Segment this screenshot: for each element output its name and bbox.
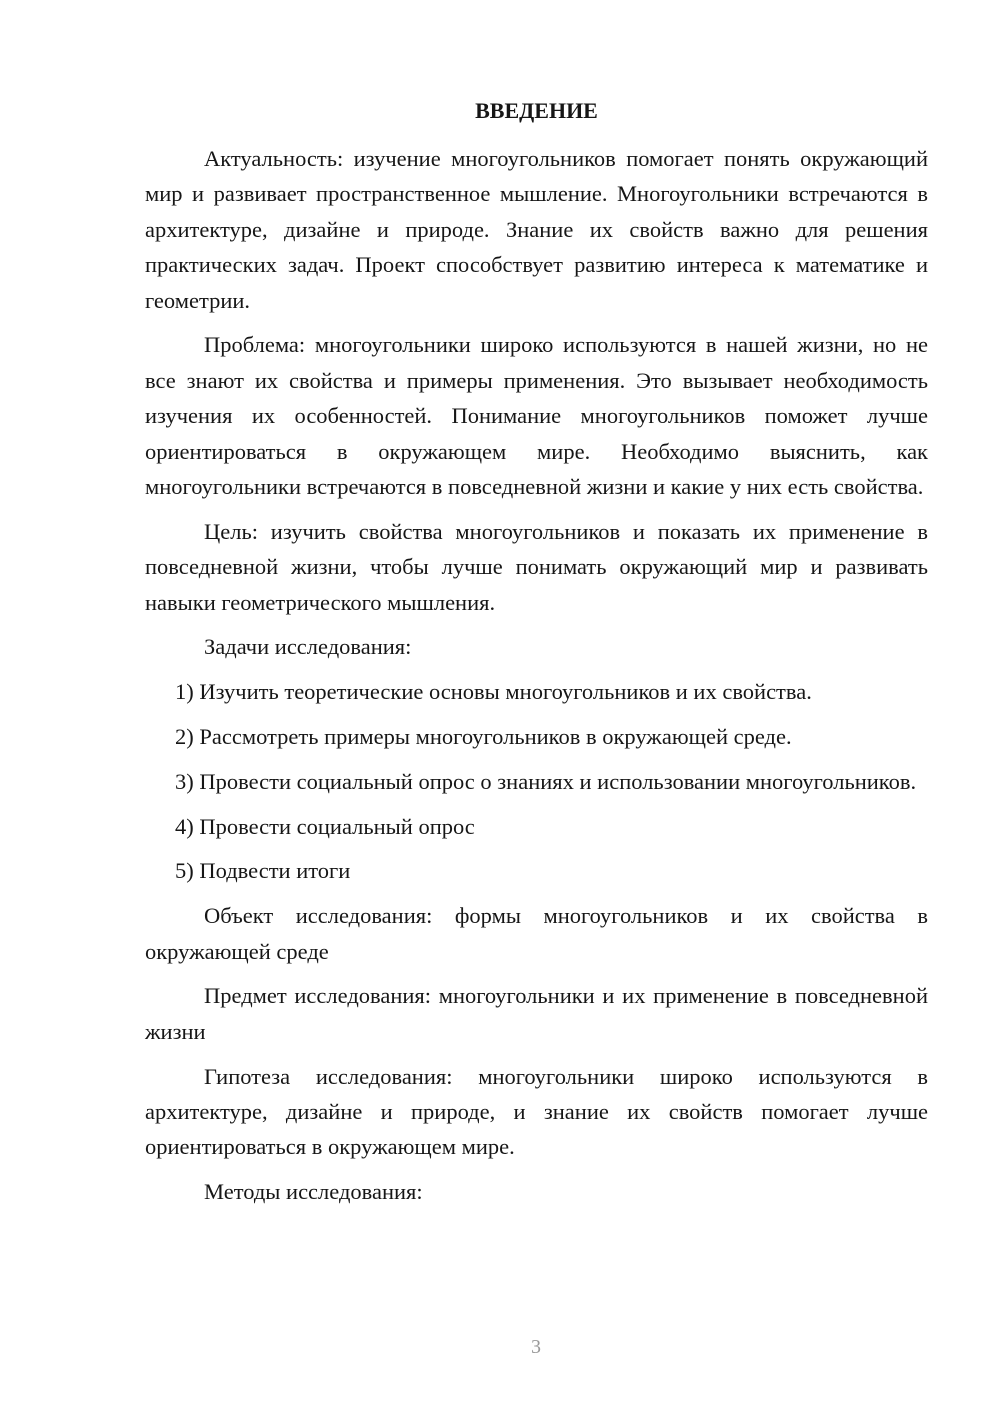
task-item: 4) Провести социальный опрос <box>175 813 475 839</box>
methods-heading: Методы исследования: <box>204 1179 423 1205</box>
page-number: 3 <box>531 1336 541 1358</box>
task-item: 5) Подвести итоги <box>175 858 351 884</box>
problem-paragraph: Проблема: многоугольники широко используются в нашей жизни, но не все знают их свойства и примеры применения. Это вызывает необходимость изучения их особенностей. Понимание многоугольников поможет лучше ориентироваться в окружающем мире. Необходимо выяснить, как многоугольники встречаются в повседневной жизни и какие у них есть свойства. <box>145 332 928 500</box>
section-heading: ВВЕДЕНИЕ <box>475 98 598 123</box>
task-item: 2) Рассмотреть примеры многоугольников в окружающей среде. <box>175 724 792 750</box>
task-item: 3) Провести социальный опрос о знаниях и использовании многоугольников. <box>175 768 917 794</box>
relevance-paragraph: Актуальность: изучение многоугольников помогает понять окружающий мир и развивает пространственное мышление. Многоугольники встречаются в архитектуре, дизайне и природе. Знание их свойств важно для решения практических задач. Проект способствует развитию интереса к математике и геометрии. <box>145 146 928 313</box>
object-paragraph: Объект исследования: формы многоугольников и их свойства в окружающей среде <box>145 903 928 964</box>
hypothesis-paragraph: Гипотеза исследования: многоугольники широко используются в архитектуре, дизайне и природе, и знание их свойств помогает лучше ориентироваться в окружающем мире. <box>145 1063 928 1160</box>
goal-paragraph: Цель: изучить свойства многоугольников и показать их применение в повседневной жизни, чтобы лучше понимать окружающий мир и развивать навыки геометрического мышления. <box>145 518 928 615</box>
subject-paragraph: Предмет исследования: многоугольники и их применение в повседневной жизни <box>145 983 928 1044</box>
tasks-heading: Задачи исследования: <box>204 634 412 660</box>
body-text <box>145 141 928 1219</box>
task-item: 1) Изучить теоретические основы многоугольников и их свойства. <box>175 679 812 705</box>
